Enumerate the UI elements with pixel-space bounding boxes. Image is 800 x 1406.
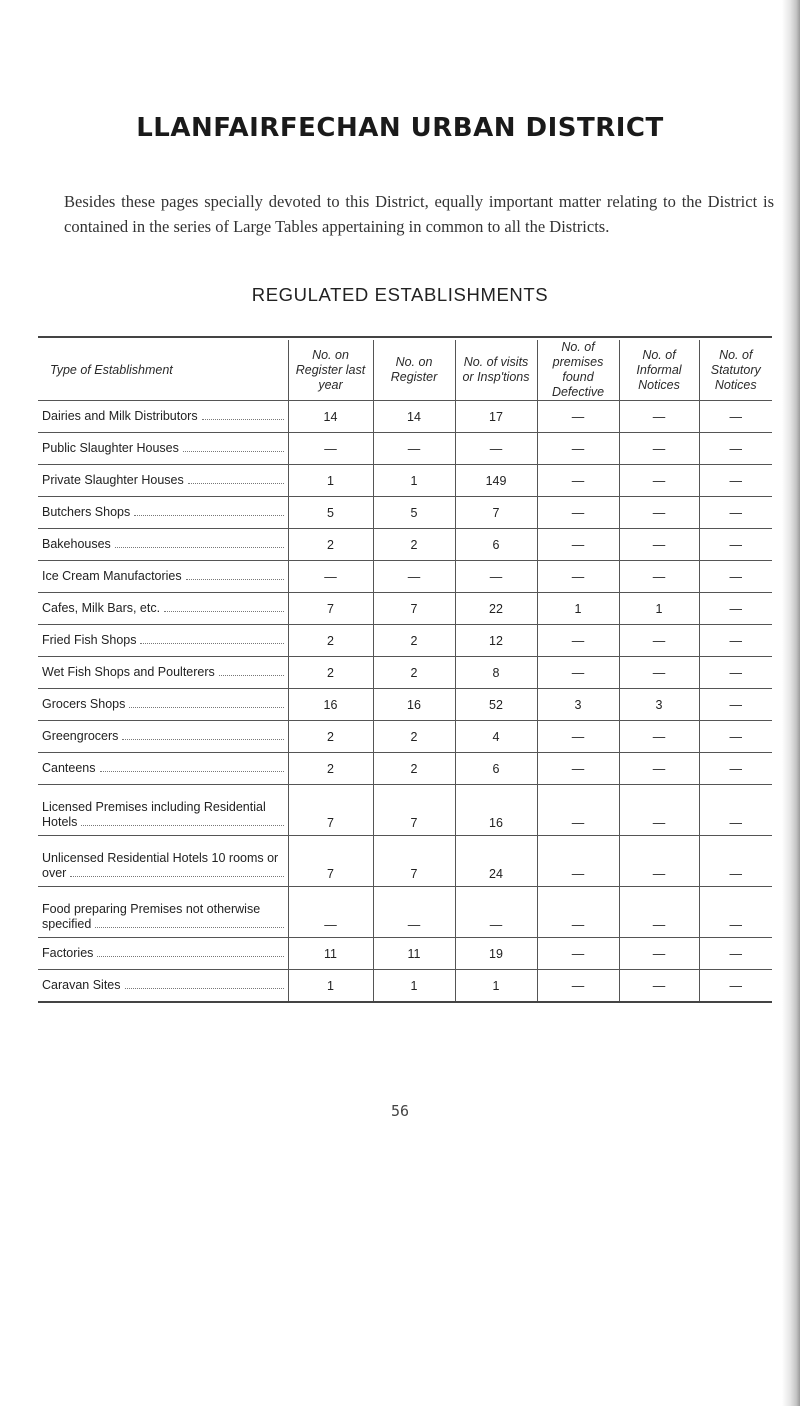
value-cell: —: [699, 465, 772, 497]
dot-leader: [122, 730, 284, 740]
dot-leader: [183, 442, 284, 452]
value-cell: —: [537, 433, 619, 465]
section-title: REGULATED ESTABLISHMENTS: [251, 284, 549, 305]
table-row: [38, 401, 772, 433]
value-cell: —: [537, 887, 619, 938]
establishment-type-label: Licensed Premises including Residential Hotels: [42, 800, 266, 829]
value-cell: 3: [619, 689, 699, 721]
establishment-type-cell: [38, 836, 288, 887]
dot-leader: [97, 947, 284, 957]
value-cell: 3: [537, 689, 619, 721]
value-cell: 1: [537, 593, 619, 625]
value-cell: 7: [455, 497, 537, 529]
value-cell: 11: [373, 938, 455, 970]
value-cell: 14: [373, 401, 455, 433]
value-cell: 2: [373, 721, 455, 753]
value-cell: —: [537, 465, 619, 497]
table-row: [38, 433, 772, 465]
value-cell: —: [373, 433, 455, 465]
table-row: [38, 721, 772, 753]
column-header: No. of visits or Insp'tions: [455, 340, 537, 401]
dot-leader: [70, 867, 284, 877]
value-cell: 1: [288, 465, 373, 497]
value-cell: —: [288, 433, 373, 465]
value-cell: —: [288, 561, 373, 593]
value-cell: 1: [373, 970, 455, 1003]
establishment-type-label: Canteens: [42, 761, 96, 775]
value-cell: 11: [288, 938, 373, 970]
dot-leader: [140, 634, 284, 644]
value-cell: —: [699, 529, 772, 561]
value-cell: —: [699, 593, 772, 625]
establishment-type-label: Ice Cream Manufactories: [42, 569, 182, 583]
value-cell: —: [699, 721, 772, 753]
table-row: [38, 836, 772, 887]
value-cell: 1: [619, 593, 699, 625]
value-cell: —: [699, 561, 772, 593]
value-cell: —: [373, 887, 455, 938]
value-cell: 7: [373, 593, 455, 625]
value-cell: —: [619, 836, 699, 887]
table-row: [38, 561, 772, 593]
table-body: [38, 401, 772, 1003]
value-cell: —: [699, 836, 772, 887]
value-cell: 19: [455, 938, 537, 970]
table-row: [38, 753, 772, 785]
value-cell: 7: [288, 785, 373, 836]
value-cell: —: [699, 887, 772, 938]
column-header: No. on Register: [373, 340, 455, 401]
scan-edge-shadow: [782, 0, 800, 1406]
dot-leader: [219, 666, 284, 676]
regulated-establishments-table: [38, 340, 772, 1003]
dot-leader: [81, 816, 284, 826]
establishment-type-label: Dairies and Milk Distributors: [42, 409, 198, 423]
establishment-type-cell: [38, 970, 288, 1003]
value-cell: 7: [288, 836, 373, 887]
value-cell: —: [537, 497, 619, 529]
value-cell: 2: [288, 721, 373, 753]
table-row: [38, 529, 772, 561]
column-header: No. of Informal Notices: [619, 340, 699, 401]
value-cell: 12: [455, 625, 537, 657]
establishment-type-cell: [38, 561, 288, 593]
value-cell: 16: [288, 689, 373, 721]
value-cell: 1: [288, 970, 373, 1003]
value-cell: 149: [455, 465, 537, 497]
value-cell: 2: [288, 529, 373, 561]
establishment-type-label: Bakehouses: [42, 537, 111, 551]
value-cell: —: [699, 433, 772, 465]
dot-leader: [202, 410, 284, 420]
table-row: [38, 657, 772, 689]
intro-paragraph: Besides these pages specially devoted to this District, equally important matter relating to the District is contained in the series of Large Tables appertaining in common to all the Districts.: [64, 191, 774, 236]
establishment-type-label: Public Slaughter Houses: [42, 441, 179, 455]
value-cell: —: [537, 785, 619, 836]
value-cell: —: [619, 561, 699, 593]
value-cell: —: [537, 970, 619, 1003]
establishment-type-label: Cafes, Milk Bars, etc.: [42, 601, 161, 615]
establishment-type-cell: [38, 401, 288, 433]
establishment-type-cell: [38, 625, 288, 657]
value-cell: 2: [373, 529, 455, 561]
dot-leader: [186, 570, 284, 580]
establishment-type-label: Private Slaughter Houses: [42, 473, 184, 487]
value-cell: 14: [288, 401, 373, 433]
value-cell: —: [288, 887, 373, 938]
value-cell: —: [619, 657, 699, 689]
value-cell: —: [619, 497, 699, 529]
value-cell: 1: [373, 465, 455, 497]
value-cell: —: [455, 887, 537, 938]
value-cell: 2: [373, 625, 455, 657]
value-cell: —: [537, 625, 619, 657]
establishment-type-label: Wet Fish Shops and Poulterers: [42, 665, 215, 679]
table-row: [38, 625, 772, 657]
column-header: Type of Establishment: [38, 340, 288, 401]
establishment-type-cell: [38, 753, 288, 785]
value-cell: —: [699, 497, 772, 529]
value-cell: 5: [373, 497, 455, 529]
value-cell: —: [619, 753, 699, 785]
column-header: No. of Statutory Notices: [699, 340, 772, 401]
dot-leader: [100, 762, 284, 772]
value-cell: —: [537, 938, 619, 970]
value-cell: —: [537, 721, 619, 753]
value-cell: —: [619, 970, 699, 1003]
value-cell: 17: [455, 401, 537, 433]
value-cell: —: [699, 785, 772, 836]
value-cell: 52: [455, 689, 537, 721]
value-cell: 24: [455, 836, 537, 887]
establishment-type-cell: [38, 593, 288, 625]
value-cell: —: [619, 721, 699, 753]
establishment-type-cell: [38, 433, 288, 465]
value-cell: —: [619, 401, 699, 433]
value-cell: 7: [373, 785, 455, 836]
value-cell: 1: [455, 970, 537, 1003]
value-cell: —: [619, 785, 699, 836]
value-cell: —: [537, 836, 619, 887]
value-cell: 7: [373, 836, 455, 887]
value-cell: —: [537, 401, 619, 433]
value-cell: —: [537, 529, 619, 561]
value-cell: 4: [455, 721, 537, 753]
establishment-type-label: Greengrocers: [42, 729, 119, 743]
value-cell: —: [373, 561, 455, 593]
dot-leader: [115, 538, 284, 548]
table-row: [38, 887, 772, 938]
establishment-type-label: Grocers Shops: [42, 697, 126, 711]
value-cell: —: [699, 970, 772, 1003]
dot-leader: [125, 979, 284, 989]
value-cell: —: [619, 887, 699, 938]
establishment-type-label: Factories: [42, 946, 94, 960]
column-header: No. of premises found Defective: [537, 340, 619, 401]
value-cell: 2: [288, 625, 373, 657]
value-cell: —: [537, 657, 619, 689]
establishment-type-cell: [38, 938, 288, 970]
column-header: No. on Register last year: [288, 340, 373, 401]
value-cell: —: [537, 753, 619, 785]
value-cell: 2: [373, 753, 455, 785]
page-title: LLANFAIRFECHAN URBAN DISTRICT: [136, 113, 664, 143]
value-cell: 6: [455, 529, 537, 561]
value-cell: —: [699, 401, 772, 433]
value-cell: —: [537, 561, 619, 593]
value-cell: —: [699, 689, 772, 721]
table-row: [38, 593, 772, 625]
dot-leader: [129, 698, 284, 708]
value-cell: —: [455, 561, 537, 593]
value-cell: 6: [455, 753, 537, 785]
dot-leader: [164, 602, 284, 612]
establishment-type-cell: [38, 657, 288, 689]
establishment-type-cell: [38, 721, 288, 753]
value-cell: 16: [455, 785, 537, 836]
table-top-rule: [38, 336, 772, 338]
value-cell: 8: [455, 657, 537, 689]
value-cell: —: [699, 753, 772, 785]
value-cell: —: [455, 433, 537, 465]
establishment-type-label: Food preparing Premises not otherwise specified: [42, 902, 261, 931]
table-row: [38, 785, 772, 836]
page-number: 56: [390, 1102, 410, 1120]
value-cell: —: [619, 529, 699, 561]
table-row: [38, 465, 772, 497]
dot-leader: [95, 918, 284, 928]
establishment-type-label: Butchers Shops: [42, 505, 131, 519]
establishment-type-cell: [38, 689, 288, 721]
establishment-type-cell: [38, 529, 288, 561]
establishment-type-label: Unlicensed Residential Hotels 10 rooms or over: [42, 851, 279, 880]
value-cell: 2: [373, 657, 455, 689]
value-cell: —: [619, 625, 699, 657]
value-cell: 7: [288, 593, 373, 625]
table-row: [38, 970, 772, 1003]
value-cell: —: [619, 938, 699, 970]
value-cell: 22: [455, 593, 537, 625]
value-cell: —: [699, 625, 772, 657]
establishment-type-cell: [38, 497, 288, 529]
dot-leader: [188, 474, 284, 484]
establishment-type-cell: [38, 887, 288, 938]
value-cell: 2: [288, 657, 373, 689]
table-header-row: [38, 340, 772, 401]
table-row: [38, 497, 772, 529]
value-cell: 2: [288, 753, 373, 785]
value-cell: 5: [288, 497, 373, 529]
establishment-type-cell: [38, 465, 288, 497]
dot-leader: [134, 506, 284, 516]
value-cell: —: [699, 938, 772, 970]
value-cell: 16: [373, 689, 455, 721]
value-cell: —: [619, 433, 699, 465]
value-cell: —: [619, 465, 699, 497]
table-row: [38, 938, 772, 970]
establishment-type-label: Fried Fish Shops: [42, 633, 137, 647]
table-row: [38, 689, 772, 721]
value-cell: —: [699, 657, 772, 689]
establishment-type-label: Caravan Sites: [42, 978, 121, 992]
establishment-type-cell: [38, 785, 288, 836]
